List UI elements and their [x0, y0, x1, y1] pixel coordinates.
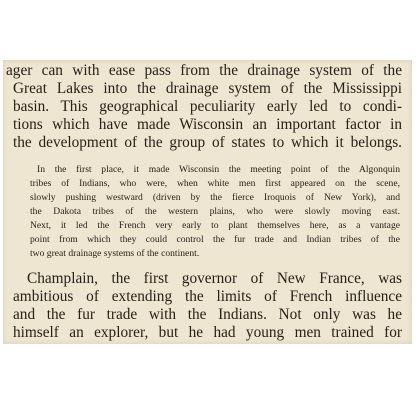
- paragraph-1-line-2: Great Lakes into the drainage system of the Mississippi: [13, 80, 402, 97]
- paragraph-2-line-3: slowly pushing westward (driven by the fierce Iroquois of New York), and: [30, 192, 400, 203]
- paragraph-2-line-7: two great drainage systems of the continent.: [30, 248, 200, 259]
- paragraph-1-line-5: the development of the group of states to which it belongs.: [13, 134, 402, 151]
- paragraph-2-line-2: tribes of Indians, who were, when white men first appeared on the scene,: [30, 178, 400, 189]
- paragraph-2-line-4: the Dakota tribes of the western plains, who were slowly moving east.: [30, 206, 400, 217]
- paragraph-2-line-1: In the first place, it made Wisconsin the meeting point of the Algonquin: [37, 164, 400, 175]
- paragraph-1-line-1: ager can with ease pass from the drainage system of the: [6, 62, 402, 79]
- paragraph-1-line-4: tions which have made Wisconsin an important factor in: [13, 116, 402, 133]
- paragraph-3-line-2: ambitious of extending the limits of French influence: [13, 288, 402, 305]
- paragraph-1-line-3: basin. This geographical peculiarity early led to condi-: [13, 98, 402, 115]
- paragraph-3-line-4: himself an explorer, but he had young men trained for: [13, 324, 402, 341]
- newspaper-clipping: [3, 60, 412, 344]
- paragraph-2-line-6: point from which they could control the fur trade and Indian tribes of the: [30, 234, 400, 245]
- paragraph-2-line-5: Next, it led the French very early to plant themselves here, as a vantage: [30, 220, 400, 231]
- paragraph-3-line-1: Champlain, the first governor of New France, was: [27, 270, 402, 287]
- paragraph-3-line-3: and the fur trade with the Indians. Not only was he: [13, 306, 402, 323]
